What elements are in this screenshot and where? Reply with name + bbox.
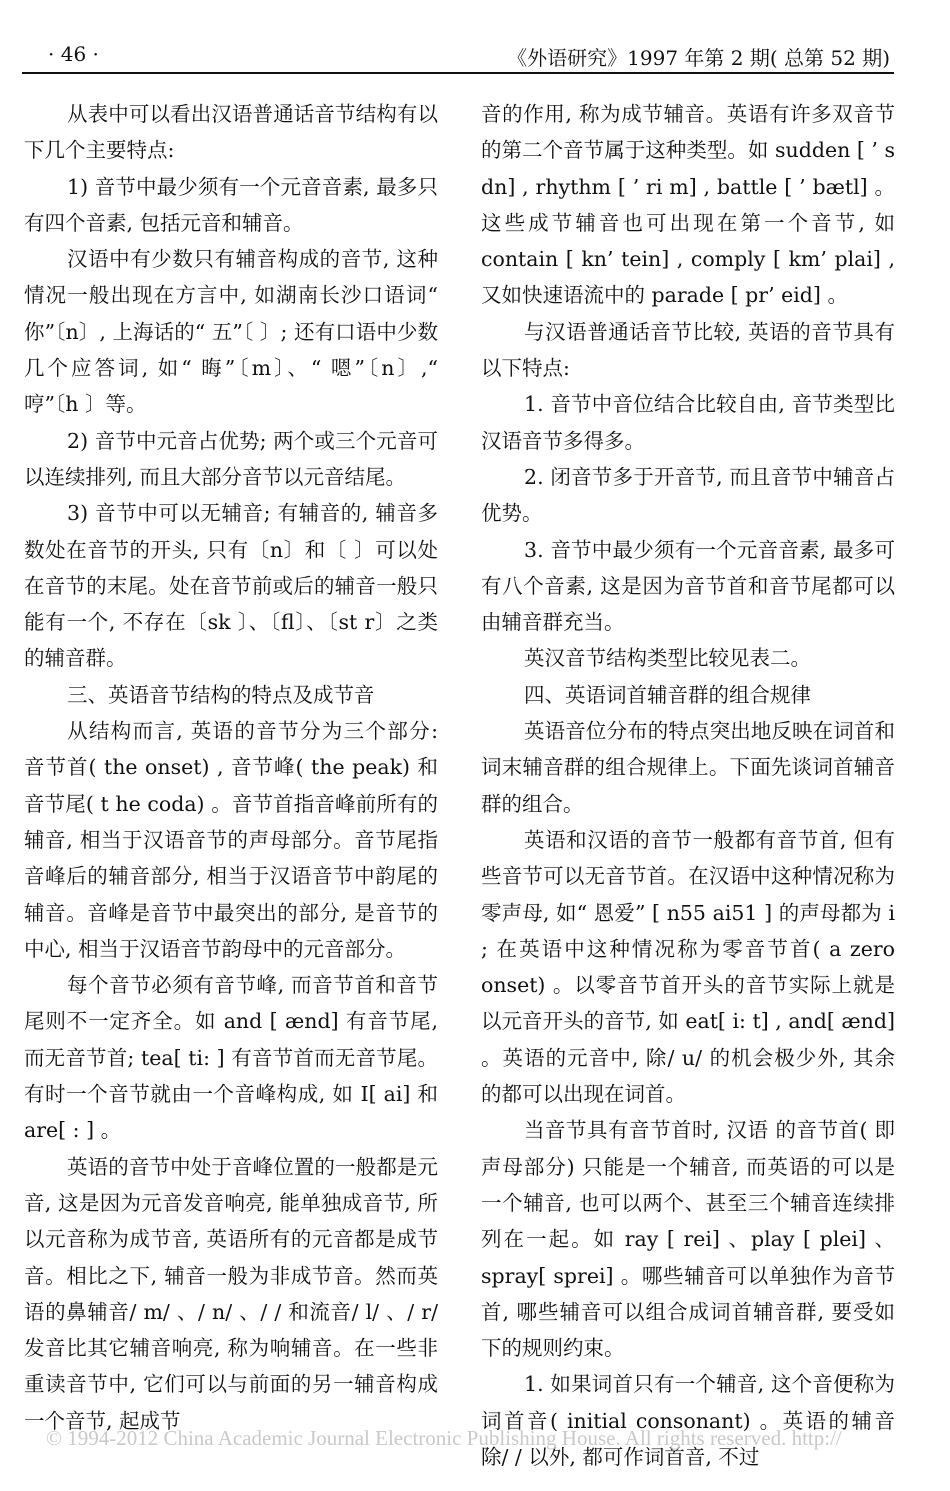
paragraph: 汉语中有少数只有辅音构成的音节, 这种情况一般出现在方言中, 如湖南长沙口语词“ 你”〔n〕, 上海话的“ 五”〔 〕; 还有口语中少数几个应答词, 如“ 晦”〔m〕、“ 嗯”〔n〕,“ 哼”〔h 〕等。 bbox=[24, 247, 438, 417]
paragraph: 英语音位分布的特点突出地反映在词首和词末辅音群的组合规律上。下面先谈词首辅音群的组合。 bbox=[481, 719, 895, 816]
paragraph: 三、英语音节结构的特点及成节音 bbox=[67, 682, 375, 707]
paragraph: 英汉音节结构类型比较见表二。 bbox=[524, 646, 812, 671]
paragraph: 1) 音节中最少须有一个元音音素, 最多只有四个音素, 包括元音和辅音。 bbox=[24, 174, 438, 235]
paragraph: 四、英语词首辅音群的组合规律 bbox=[524, 682, 812, 707]
paragraph: 当音节具有音节首时, 汉语 的音节首( 即声母部分) 只能是一个辅音, 而英语的可以是一个辅音, 也可以两个、甚至三个辅音连续排列在一起。如 ray [ rei] 、play [ plei] 、spray[ sprei] 。哪些辅音可以单独作为音节首, 哪些辅音可以组合成词首辅音群, 要受如下的规则约束。 bbox=[481, 1118, 895, 1361]
paragraph: 2) 音节中元音占优势; 两个或三个元音可以连续排列, 而且大部分音节以元音结尾。 bbox=[24, 428, 438, 489]
paragraph: 从表中可以看出汉语普通话音节结构有以下几个主要特点: bbox=[24, 102, 438, 163]
paragraph: 1. 如果词首只有一个辅音, 这个音便称为词首音( initial consonant) 。英语的辅音除/ / 以外, 都可作词首音, 不过 bbox=[481, 1372, 895, 1469]
paragraph: 英语和汉语的音节一般都有音节首, 但有些音节可以无音节首。在汉语中这种情况称为零声母, 如“ 恩爱” [ n55 ai51 ] 的声母都为 i ; 在英语中这种情况称为零音节首( a zero onset) 。以零音节首开头的音节实际上就是以元音开头的音节, 如 eat[ i: t] , and[ ænd] 。英语的元音中, 除/ u/ 的机会极少外, 其余的都可以出现在词首。 bbox=[481, 827, 895, 1107]
paragraph: 从结构而言, 英语的音节分为三个部分: 音节首( the onset) , 音节峰( the peak) 和音节尾( t he coda) 。音节首指音峰前所有的辅音, 相当于汉语音节的声母部分。音节尾指音峰后的辅音部分, 相当于汉语音节中韵尾的辅音。音峰是音节中最突出的部分, 是音节的中心, 相当于汉语音节韵母中的元音部分。 bbox=[24, 719, 438, 961]
copyright-watermark: © 1994-2012 China Academic Journal Electronic Publishing House. All rights reserved. http:// bbox=[46, 1426, 842, 1450]
left-column bbox=[24, 96, 438, 1439]
paragraph: 音的作用, 称为成节辅音。英语有许多双音节的第二个音节属于这种类型。如 sudden [ ’ s dn] , rhythm [ ’ ri m] , battle [ ’ bætl] 。这些成节辅音也可出现在第一个音节, 如 contain [ kn’ tein] , comply [ km’ plai] , 又如快速语流中的 parade [ pr’ eid] 。 bbox=[481, 102, 895, 308]
paragraph: 英语的音节中处于音峰位置的一般都是元音, 这是因为元音发音响亮, 能单独成音节, 所以元音称为成节音, 英语所有的元音都是成节音。相比之下, 辅音一般为非成节音。然而英语的鼻辅音/ m/ 、/ n/ 、/ / 和流音/ l/ 、/ r/ 发音比其它辅音响亮, 称为响辅音。在一些非重读音节中, 它们可以与前面的另一辅音构成一个音节, 起成节 bbox=[24, 1154, 438, 1433]
paragraph: 3. 音节中最少须有一个元音音素, 最多可有八个音素, 这是因为音节首和音节尾都可以由辅音群充当。 bbox=[481, 537, 895, 635]
page-number: · 46 · bbox=[48, 42, 99, 66]
paragraph: 与汉语普通话音节比较, 英语的音节具有以下特点: bbox=[481, 319, 895, 381]
journal-issue: 《外语研究》1997 年第 2 期( 总第 52 期) bbox=[507, 46, 890, 70]
page-header bbox=[22, 38, 894, 74]
paragraph: 1. 音节中音位结合比较自由, 音节类型比汉语音节多得多。 bbox=[481, 392, 895, 453]
paragraph: 2. 闭音节多于开音节, 而且音节中辅音占优势。 bbox=[481, 464, 895, 526]
paragraph: 每个音节必须有音节峰, 而音节首和音节尾则不一定齐全。如 and [ ænd] 有音节尾, 而无音节首; tea[ ti: ] 有音节首而无音节尾。有时一个音节就由一个音峰构成, 如 I[ ai] 和 are[ : ] 。 bbox=[24, 973, 438, 1143]
paragraph: 3) 音节中可以无辅音; 有辅音的, 辅音多数处在音节的开头, 只有〔n〕和〔 〕可以处在音节的末尾。处在音节前或后的辅音一般只能有一个, 不存在〔sk 〕、〔fl〕、〔st r〕之类的辅音群。 bbox=[24, 501, 438, 671]
right-column bbox=[481, 96, 895, 1475]
